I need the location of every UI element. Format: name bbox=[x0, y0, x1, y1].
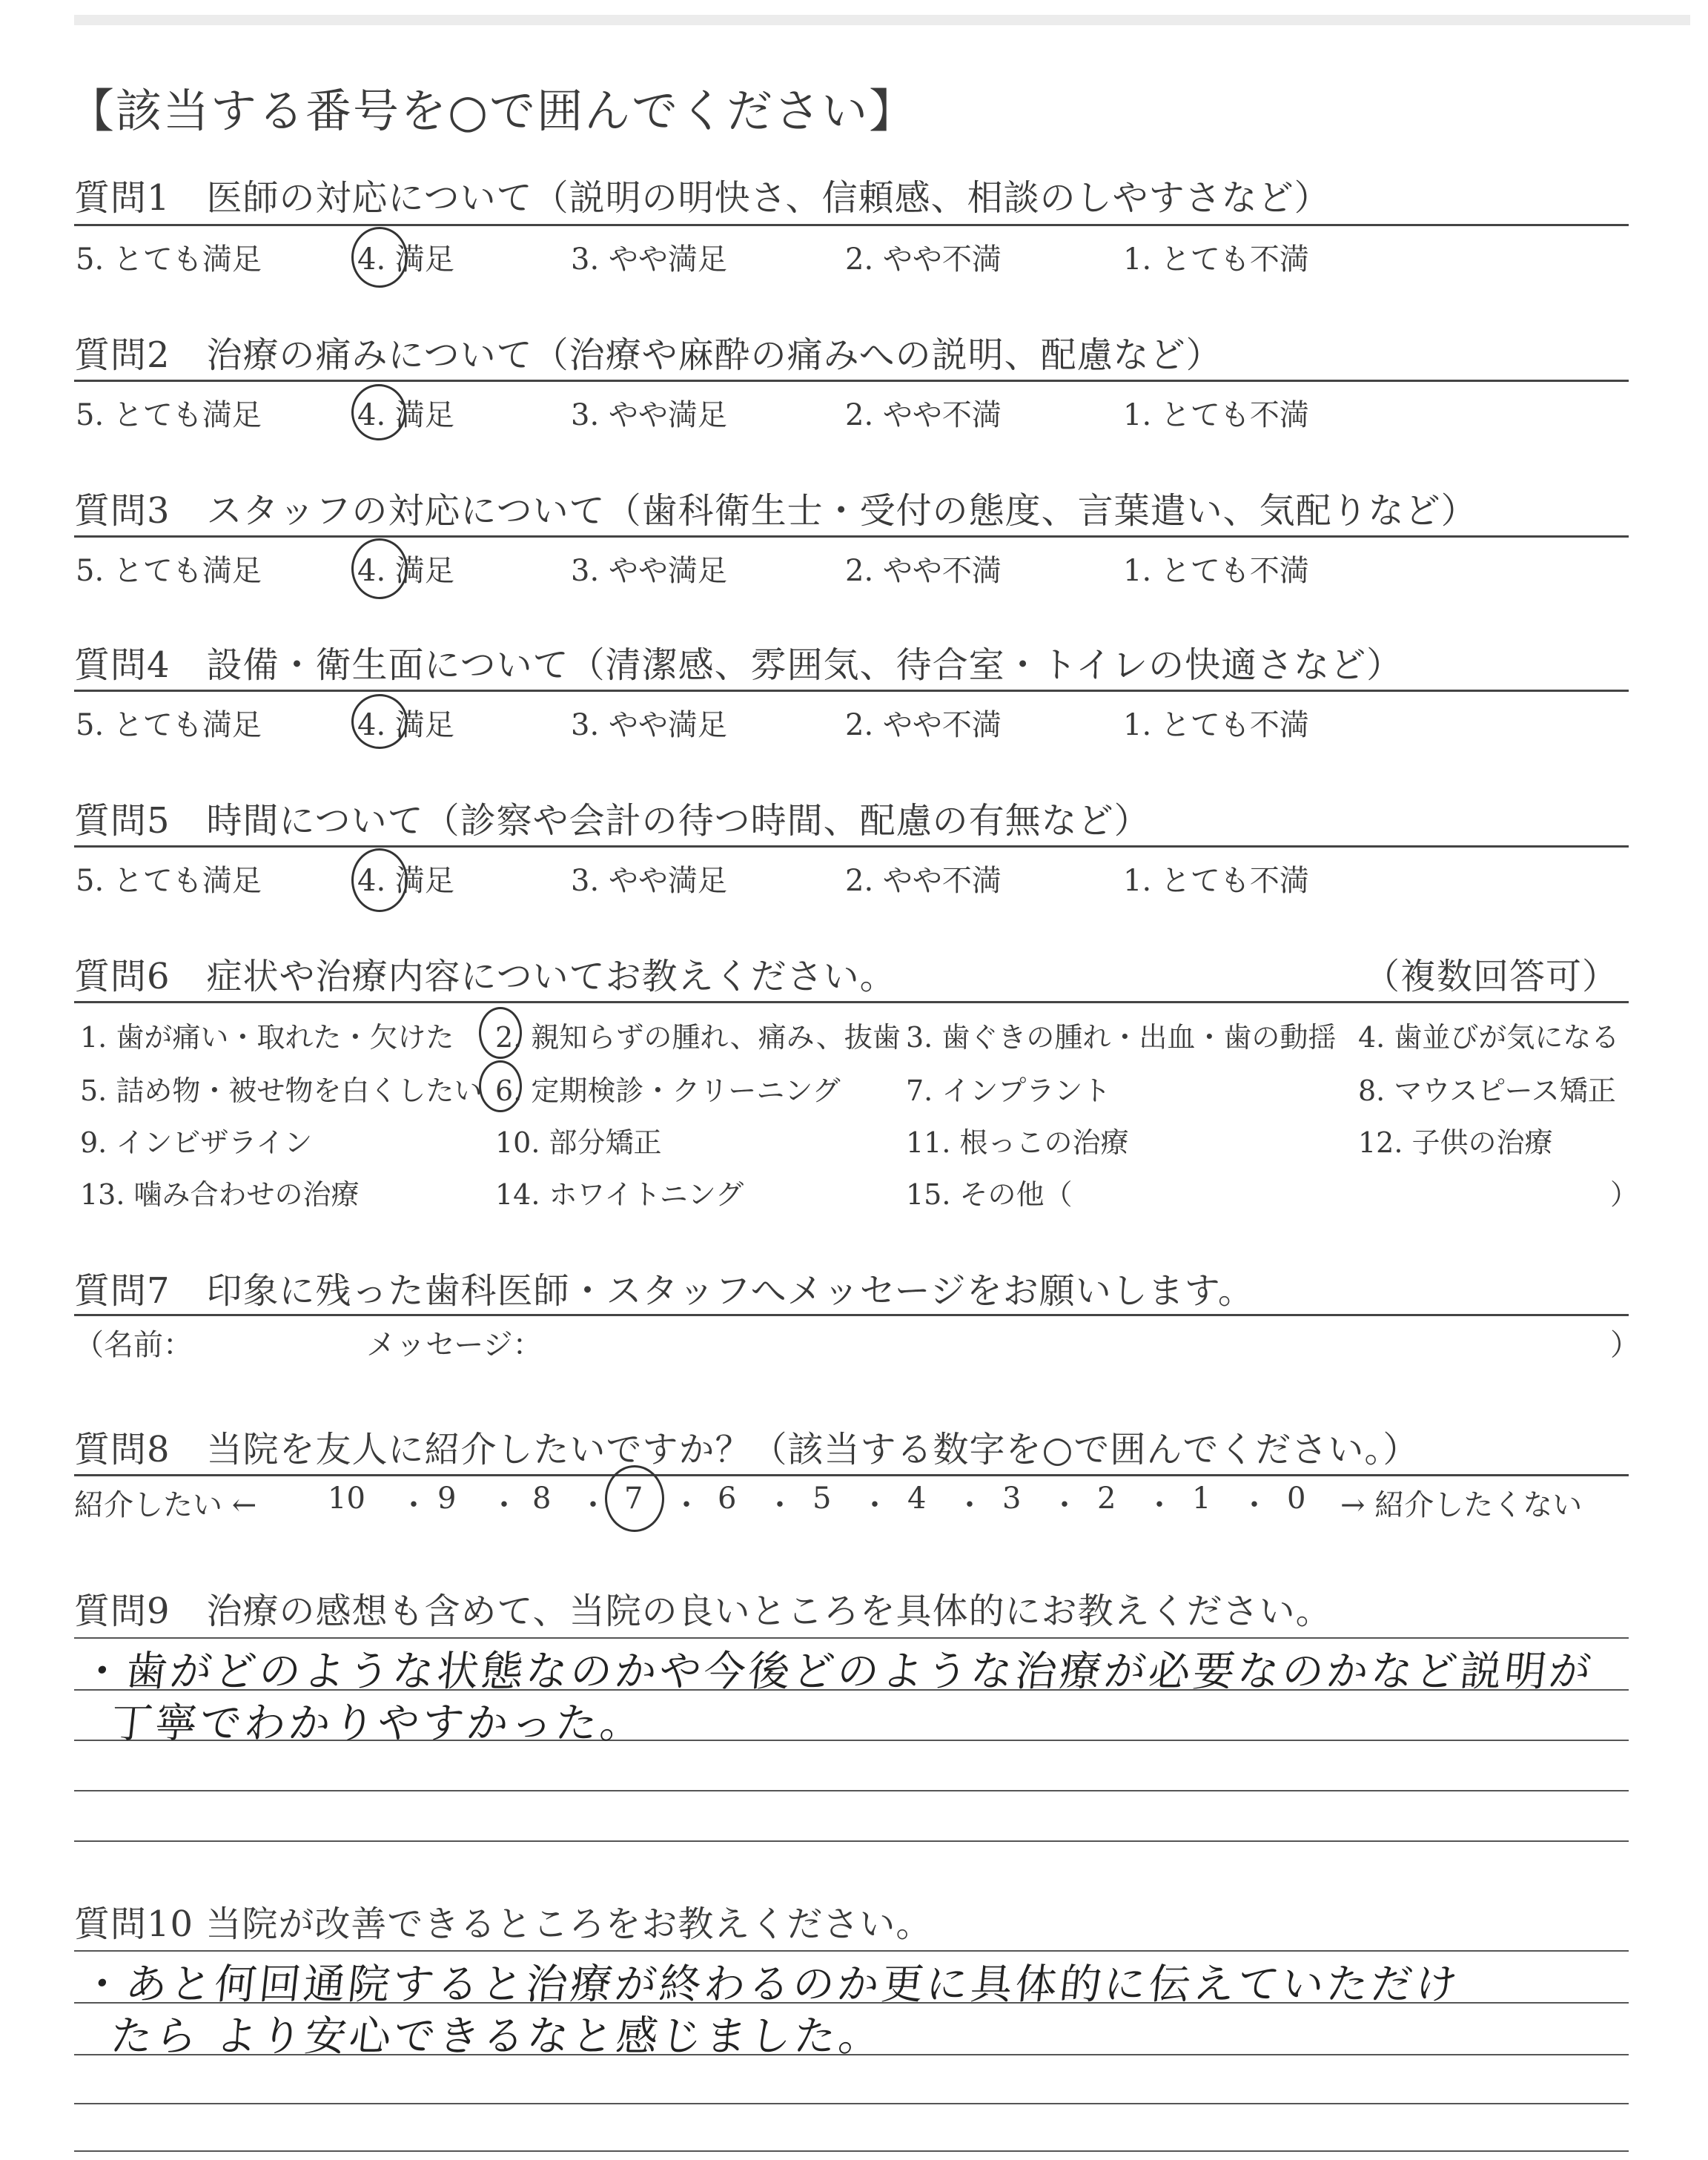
divider bbox=[74, 380, 1629, 382]
option-5[interactable]: 5. とても満足 bbox=[76, 398, 262, 432]
recommend-left-label: 紹介したい ← bbox=[74, 1488, 257, 1522]
answer-line bbox=[74, 2103, 1629, 2104]
option-1[interactable]: 1. とても不満 bbox=[1123, 708, 1309, 742]
scale-dot: ・ bbox=[399, 1488, 428, 1522]
option-4[interactable]: 4. 満足 bbox=[357, 864, 454, 898]
symptom-item[interactable]: 9. インビザライン bbox=[80, 1126, 313, 1159]
option-1[interactable]: 1. とても不満 bbox=[1123, 398, 1309, 432]
name-label: （名前： bbox=[74, 1328, 193, 1362]
scale-dot: ・ bbox=[1239, 1488, 1269, 1522]
option-1[interactable]: 1. とても不満 bbox=[1123, 864, 1309, 898]
option-4[interactable]: 4. 満足 bbox=[357, 708, 454, 742]
divider bbox=[74, 535, 1629, 538]
symptom-item[interactable]: 11. 根っこの治療 bbox=[906, 1126, 1129, 1159]
scale-dot: ・ bbox=[955, 1488, 984, 1522]
scale-number[interactable]: 10 bbox=[328, 1482, 365, 1516]
option-5[interactable]: 5. とても満足 bbox=[76, 554, 262, 588]
page-header: 【該当する番号を○で囲んでください】 bbox=[68, 84, 917, 138]
selection-circle bbox=[351, 538, 408, 599]
option-4[interactable]: 4. 満足 bbox=[357, 398, 454, 432]
symptom-item[interactable]: 1. 歯が痛い・取れた・欠けた bbox=[80, 1021, 454, 1054]
option-5[interactable]: 5. とても満足 bbox=[76, 708, 262, 742]
question-9-title: 質問9 治療の感想も含めて、当院の良いところを具体的にお教えください。 bbox=[74, 1591, 1332, 1632]
option-1[interactable]: 1. とても不満 bbox=[1123, 554, 1309, 588]
option-3[interactable]: 3. やや満足 bbox=[571, 242, 727, 277]
selection-circle bbox=[351, 227, 408, 288]
question-8-title: 質問8 当院を友人に紹介したいですか？（該当する数字を○で囲んでください。） bbox=[74, 1429, 1420, 1470]
option-5[interactable]: 5. とても満足 bbox=[76, 864, 262, 898]
scale-number[interactable]: 0 bbox=[1287, 1482, 1306, 1516]
divider bbox=[74, 224, 1629, 226]
divider bbox=[74, 1474, 1629, 1476]
scale-number[interactable]: 6 bbox=[718, 1482, 737, 1516]
handwritten-answer-line: 丁寧でわかりやすかった。 bbox=[108, 1700, 647, 1748]
option-2[interactable]: 2. やや不満 bbox=[845, 708, 1002, 742]
recommend-right-label: → 紹介したくない bbox=[1340, 1488, 1583, 1522]
symptom-item[interactable]: 14. ホワイトニング bbox=[495, 1178, 744, 1211]
selection-circle bbox=[351, 384, 406, 440]
question-10-title: 質問10 当院が改善できるところをお教えください。 bbox=[74, 1903, 933, 1945]
scale-number[interactable]: 1 bbox=[1192, 1482, 1211, 1516]
answer-line bbox=[74, 1790, 1629, 1791]
option-2[interactable]: 2. やや不満 bbox=[845, 398, 1002, 432]
option-1[interactable]: 1. とても不満 bbox=[1123, 242, 1309, 277]
option-4[interactable]: 4. 満足 bbox=[357, 554, 454, 588]
answer-line bbox=[74, 2150, 1629, 2152]
scale-dot: ・ bbox=[489, 1488, 519, 1522]
close-paren: ） bbox=[1610, 1178, 1639, 1211]
option-2[interactable]: 2. やや不満 bbox=[845, 864, 1002, 898]
question-5-title: 質問5 時間について（診察や会計の待つ時間、配慮の有無など） bbox=[74, 800, 1151, 842]
question-2-title: 質問2 治療の痛みについて（治療や麻酔の痛みへの説明、配慮など） bbox=[74, 334, 1222, 376]
handwritten-answer-line: ・歯がどのような状態なのかや今後どのような治療が必要なのかなど説明が bbox=[79, 1648, 1596, 1696]
selection-circle bbox=[605, 1465, 664, 1532]
multiple-answers-note: （複数回答可） bbox=[1364, 956, 1619, 997]
divider bbox=[74, 690, 1629, 692]
scale-number[interactable]: 5 bbox=[812, 1482, 832, 1516]
symptom-item[interactable]: 12. 子供の治療 bbox=[1358, 1126, 1553, 1159]
selection-circle bbox=[351, 694, 408, 749]
option-4[interactable]: 4. 満足 bbox=[357, 242, 454, 277]
symptom-item[interactable]: 3. 歯ぐきの腫れ・出血・歯の動揺 bbox=[906, 1021, 1337, 1054]
scan-edge bbox=[74, 15, 1690, 25]
selection-circle bbox=[351, 848, 408, 912]
option-3[interactable]: 3. やや満足 bbox=[571, 554, 727, 588]
symptom-item[interactable]: 4. 歯並びが気になる bbox=[1358, 1021, 1620, 1054]
question-6-title: 質問6 症状や治療内容についてお教えください。 bbox=[74, 956, 896, 997]
handwritten-answer-line: たら より安心できるなと感じました。 bbox=[108, 2012, 886, 2061]
handwritten-answer-line: ・あと何回通院すると治療が終わるのか更に具体的に伝えていただけ bbox=[79, 1961, 1463, 2009]
scale-dot: ・ bbox=[765, 1488, 795, 1522]
scale-number[interactable]: 3 bbox=[1002, 1482, 1022, 1516]
symptom-item[interactable]: 5. 詰め物・被せ物を白くしたい bbox=[80, 1074, 483, 1107]
symptom-item[interactable]: 13. 噛み合わせの治療 bbox=[80, 1178, 360, 1211]
close-paren: ） bbox=[1610, 1328, 1640, 1362]
symptom-item[interactable]: 7. インプラント bbox=[906, 1074, 1111, 1107]
option-2[interactable]: 2. やや不満 bbox=[845, 242, 1002, 277]
scale-number[interactable]: 7 bbox=[624, 1482, 643, 1516]
option-3[interactable]: 3. やや満足 bbox=[571, 864, 727, 898]
symptom-item[interactable]: 6. 定期検診・クリーニング bbox=[495, 1074, 841, 1107]
symptom-item[interactable]: 2. 親知らずの腫れ、痛み、抜歯 bbox=[495, 1021, 901, 1054]
scale-number[interactable]: 8 bbox=[532, 1482, 552, 1516]
option-3[interactable]: 3. やや満足 bbox=[571, 398, 727, 432]
divider bbox=[74, 845, 1629, 848]
scale-dot: ・ bbox=[1145, 1488, 1174, 1522]
symptom-item[interactable]: 10. 部分矯正 bbox=[495, 1126, 662, 1159]
scale-dot: ・ bbox=[578, 1488, 608, 1522]
selection-circle bbox=[479, 1007, 522, 1059]
question-3-title: 質問3 スタッフの対応について（歯科衛生士・受付の態度、言葉遣い、気配りなど） bbox=[74, 490, 1477, 532]
scale-dot: ・ bbox=[672, 1488, 701, 1522]
scale-number[interactable]: 2 bbox=[1097, 1482, 1116, 1516]
divider bbox=[74, 1001, 1629, 1003]
question-7-title: 質問7 印象に残った歯科医師・スタッフへメッセージをお願いします。 bbox=[74, 1270, 1254, 1312]
symptom-item[interactable]: 8. マウスピース矯正 bbox=[1358, 1074, 1616, 1107]
answer-line bbox=[74, 1840, 1629, 1842]
selection-circle bbox=[479, 1060, 522, 1112]
question-1-title: 質問1 医師の対応について（説明の明快さ、信頼感、相談のしやすさなど） bbox=[74, 177, 1331, 219]
symptom-item[interactable]: 15. その他（ bbox=[906, 1178, 1073, 1211]
divider bbox=[74, 1314, 1629, 1316]
option-5[interactable]: 5. とても満足 bbox=[76, 242, 262, 277]
option-2[interactable]: 2. やや不満 bbox=[845, 554, 1002, 588]
scale-number[interactable]: 4 bbox=[907, 1482, 927, 1516]
scale-number[interactable]: 9 bbox=[437, 1482, 457, 1516]
message-label: メッセージ： bbox=[366, 1328, 543, 1362]
scale-dot: ・ bbox=[860, 1488, 890, 1522]
question-4-title: 質問4 設備・衛生面について（清潔感、雰囲気、待合室・トイレの快適さなど） bbox=[74, 644, 1403, 686]
option-3[interactable]: 3. やや満足 bbox=[571, 708, 727, 742]
scale-dot: ・ bbox=[1050, 1488, 1079, 1522]
